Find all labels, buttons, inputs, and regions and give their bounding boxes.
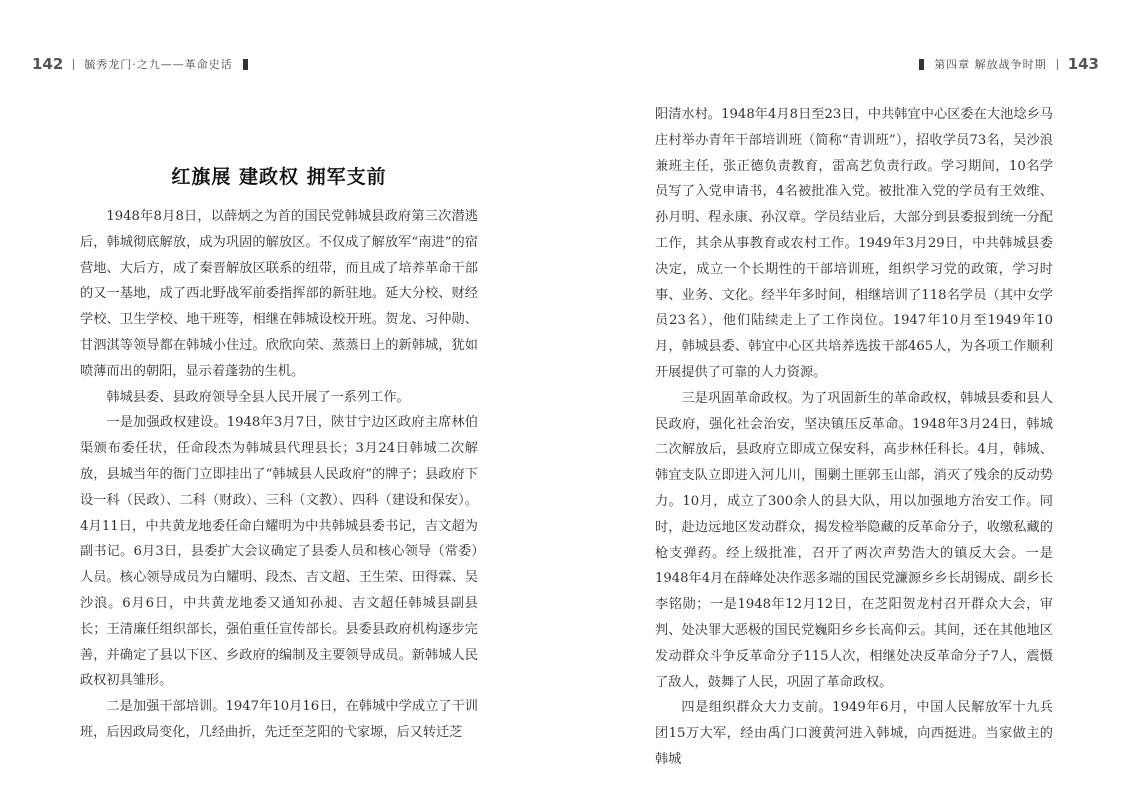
book-title: 毓秀龙门·之九——革命史话 xyxy=(84,58,233,71)
header-divider xyxy=(73,59,74,70)
header-divider xyxy=(1057,59,1058,70)
left-page-body xyxy=(80,100,478,746)
paragraph: 二是加强干部培训。1947年10月16日，在韩城中学成立了干训班，后因政局变化，几经曲折，先迁至芝阳的弋家塬，后又转迁芝 xyxy=(80,699,478,740)
header-block-marker xyxy=(243,59,248,70)
section-heading: 红旗展 建政权 拥军支前 xyxy=(171,166,387,188)
right-page-body xyxy=(655,102,1053,773)
left-page-number: 142 xyxy=(32,55,64,73)
right-page-number: 143 xyxy=(1067,55,1099,73)
header-block-marker xyxy=(919,59,924,70)
chapter-title: 第四章 解放战争时期 xyxy=(934,58,1047,71)
paragraph: 三是巩固革命政权。为了巩固新生的革命政权，韩城县委和县人民政府，强化社会治安，坚决镇压反革命。1948年3月24日，韩城二次解放后，县政府立即成立保安科，高步林任科长。4月，韩城、韩宜支队立即进入河儿川，围剿土匪郭玉山部，消灭了残余的反动势力。10月，成立了300余人的县大队，用以加强地方治安工作。同时，赴边远地区发动群众，揭发检举隐藏的反革命分子，收缴私藏的枪支弹药。经上级批准，召开了两次声势浩大的镇反大会。一是1948年4月在薛峰处决作恶多端的国民党濂源乡乡长胡锡成、副乡长李铭勋；一是1948年12月12日，在芝阳贺龙村召开群众大会，审判、处决罪大恶极的国民党巍阳乡乡长高仰云。其间，还在其他地区发动群众斗争反革命分子115人次，相继处决反革命分子7人，震慑了敌人，鼓舞了人民，巩固了革命政权。 xyxy=(655,390,1054,690)
right-page-header xyxy=(909,53,1099,75)
left-page-header xyxy=(32,53,258,75)
paragraph: 四是组织群众大力支前。1949年6月，中国人民解放军十九兵团15万大军，经由禹门口渡黄河进入韩城，向西挺进。当家做主的韩城 xyxy=(655,700,1053,767)
paragraph: 一是加强政权建设。1948年3月7日，陕甘宁边区政府主席林伯渠颁布委任状，任命段杰为韩城县代理县长；3月24日韩城二次解放，县城当年的衙门立即挂出了“韩城县人民政府”的牌子；县政府下设一科（民政）、二科（财政）、三科（文教）、四科（建设和保安）。4月11日，中共黄龙地委任命白耀明为中共韩城县委书记，吉文超为副书记。6月3日，县委扩大会议确定了县委人员和核心领导（常委）人员。核心领导成员为白耀明、段杰、吉文超、王生荣、田得霖、吴沙浪。6月6日，中共黄龙地委又通知孙昶、吉文超任韩城县副县长；王清廉任组织部长，强伯重任宣传部长。县委县政府机构逐步完善，并确定了县以下区、乡政府的编制及主要领导成员。新韩城人民政权初具雏形。 xyxy=(80,415,478,689)
paragraph: 阳清水村。1948年4月8日至23日，中共韩宜中心区委在大池埝乡马庄村举办青年干部培训班（简称“青训班”），招收学员73名，吴沙浪兼班主任，张正德负责教育，雷高艺负责行政。学习期间，10名学员写了入党申请书，4名被批准入党。被批准入党的学员有王效维、孙月明、程永康、孙汉章。学员结业后，大部分到县委报到统一分配工作，其余从事教育或农村工作。1949年3月29日，中共韩城县委决定，成立一个长期性的干部培训班，组织学习党的政策，学习时事、业务、文化。经半年多时间，相继培训了118名学员（其中女学员23名），他们陆续走上了工作岗位。1947年10月至1949年10月，韩城县委、韩宜中心区共培养选拔干部465人，为各项工作顺利开展提供了可靠的人力资源。 xyxy=(655,107,1053,380)
paragraph: 韩城县委、县政府领导全县人民开展了一系列工作。 xyxy=(106,389,410,405)
paragraph: 1948年8月8日，以薛炳之为首的国民党韩城县政府第三次潜逃后，韩城彻底解放，成为巩固的解放区。不仅成了解放军“南进”的宿营地、大后方，成了秦晋解放区联系的纽带，而且成了培养革命干部的又一基地，成了西北野战军前委指挥部的新驻地。延大分校、财经学校、卫生学校、地干班等，相继在韩城设校开班。贺龙、习仲勋、甘泗淇等领导都在韩城小住过。欣欣向荣、蒸蒸日上的新韩城，犹如喷薄而出的朝阳，显示着蓬勃的生机。 xyxy=(80,209,478,379)
